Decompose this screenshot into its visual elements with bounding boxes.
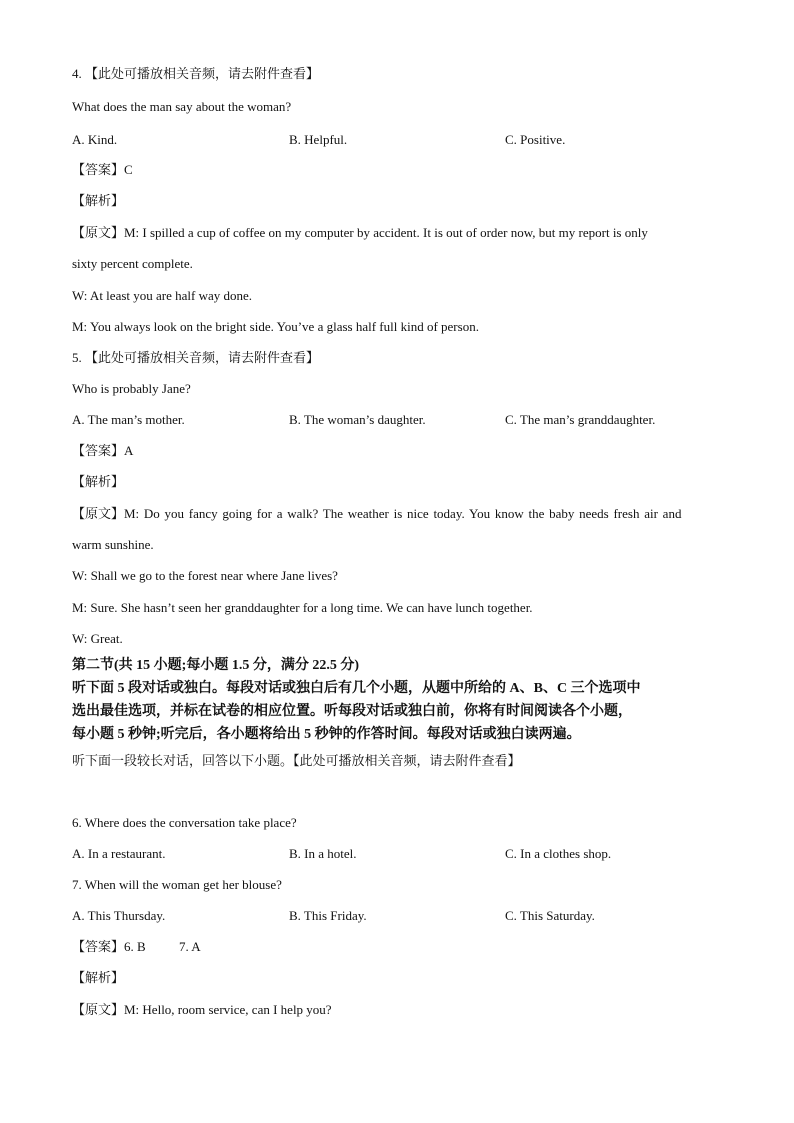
q5-option-a: A. The man’s mother. — [72, 412, 185, 427]
q67-answer-extra: 7. A — [179, 939, 201, 954]
q5-option-c: C. The man’s granddaughter. — [505, 412, 656, 427]
section2-instructions-line: 听下面 5 段对话或独白。每段对话或独白后有几个小题，从题中所给的 A、B、C 三个选项中 — [72, 681, 641, 696]
q7-option-a: A. This Thursday. — [72, 908, 166, 923]
q67-analysis: 【解析】 — [72, 970, 125, 985]
q67-answer: 【答案】6. B — [72, 939, 146, 954]
q4-analysis: 【解析】 — [72, 193, 125, 208]
q4-transcript-line: M: You always look on the bright side. You’ve a glass half full kind of person. — [72, 319, 479, 334]
q5-answer: 【答案】A — [72, 443, 134, 458]
q4-question: What does the man say about the woman? — [72, 99, 292, 114]
q4-transcript-line: W: At least you are half way done. — [72, 288, 253, 303]
section2-title: 第二节(共 15 小题;每小题 1.5 分，满分 22.5 分) — [72, 658, 359, 673]
q6-option-a: A. In a restaurant. — [72, 846, 166, 861]
q7-option-c: C. This Saturday. — [505, 908, 595, 923]
q4-option-b: B. Helpful. — [289, 132, 348, 147]
q6-question: 6. Where does the conversation take place? — [72, 815, 297, 830]
section2-instructions-line: 每小题 5 秒钟;听完后，各小题将给出 5 秒钟的作答时间。每段对话或独白读两遍。 — [72, 727, 581, 742]
q4-option-a: A. Kind. — [72, 132, 118, 147]
q4-transcript-line: sixty percent complete. — [72, 256, 193, 271]
q5-option-b: B. The woman’s daughter. — [289, 412, 426, 427]
q6-option-c: C. In a clothes shop. — [505, 846, 612, 861]
q5-transcript-line: M: Sure. She hasn’t seen her granddaughter for a long time. We can have lunch together. — [72, 600, 533, 615]
section2-instructions-line: 选出最佳选项，并标在试卷的相应位置。听每段对话或独白前，你将有时间阅读各个小题， — [72, 704, 632, 719]
q6-option-b: B. In a hotel. — [289, 846, 357, 861]
q5-header: 5. 【此处可播放相关音频，请去附件查看】 — [72, 350, 320, 365]
q7-question: 7. When will the woman get her blouse? — [72, 877, 282, 892]
q5-transcript-line: W: Great. — [72, 631, 123, 646]
q5-analysis: 【解析】 — [72, 474, 125, 489]
q5-transcript-line: warm sunshine. — [72, 537, 154, 552]
section2-intro: 听下面一段较长对话，回答以下小题。【此处可播放相关音频，请去附件查看】 — [72, 753, 521, 768]
q67-transcript: 【原文】M: Hello, room service, can I help you? — [72, 1002, 332, 1017]
q4-header: 4. 【此处可播放相关音频，请去附件查看】 — [72, 66, 320, 81]
q4-option-c: C. Positive. — [505, 132, 566, 147]
q5-transcript-line: W: Shall we go to the forest near where Jane lives? — [72, 568, 338, 583]
q7-option-b: B. This Friday. — [289, 908, 367, 923]
q4-answer: 【答案】C — [72, 162, 133, 177]
q5-transcript-line: 【原文】M: Do you fancy going for a walk? The weather is nice today. You know the baby needs fresh air and — [72, 506, 682, 521]
q5-question: Who is probably Jane? — [72, 381, 191, 396]
q4-transcript-line: 【原文】M: I spilled a cup of coffee on my computer by accident. It is out of order now, but my report is only — [72, 225, 648, 240]
